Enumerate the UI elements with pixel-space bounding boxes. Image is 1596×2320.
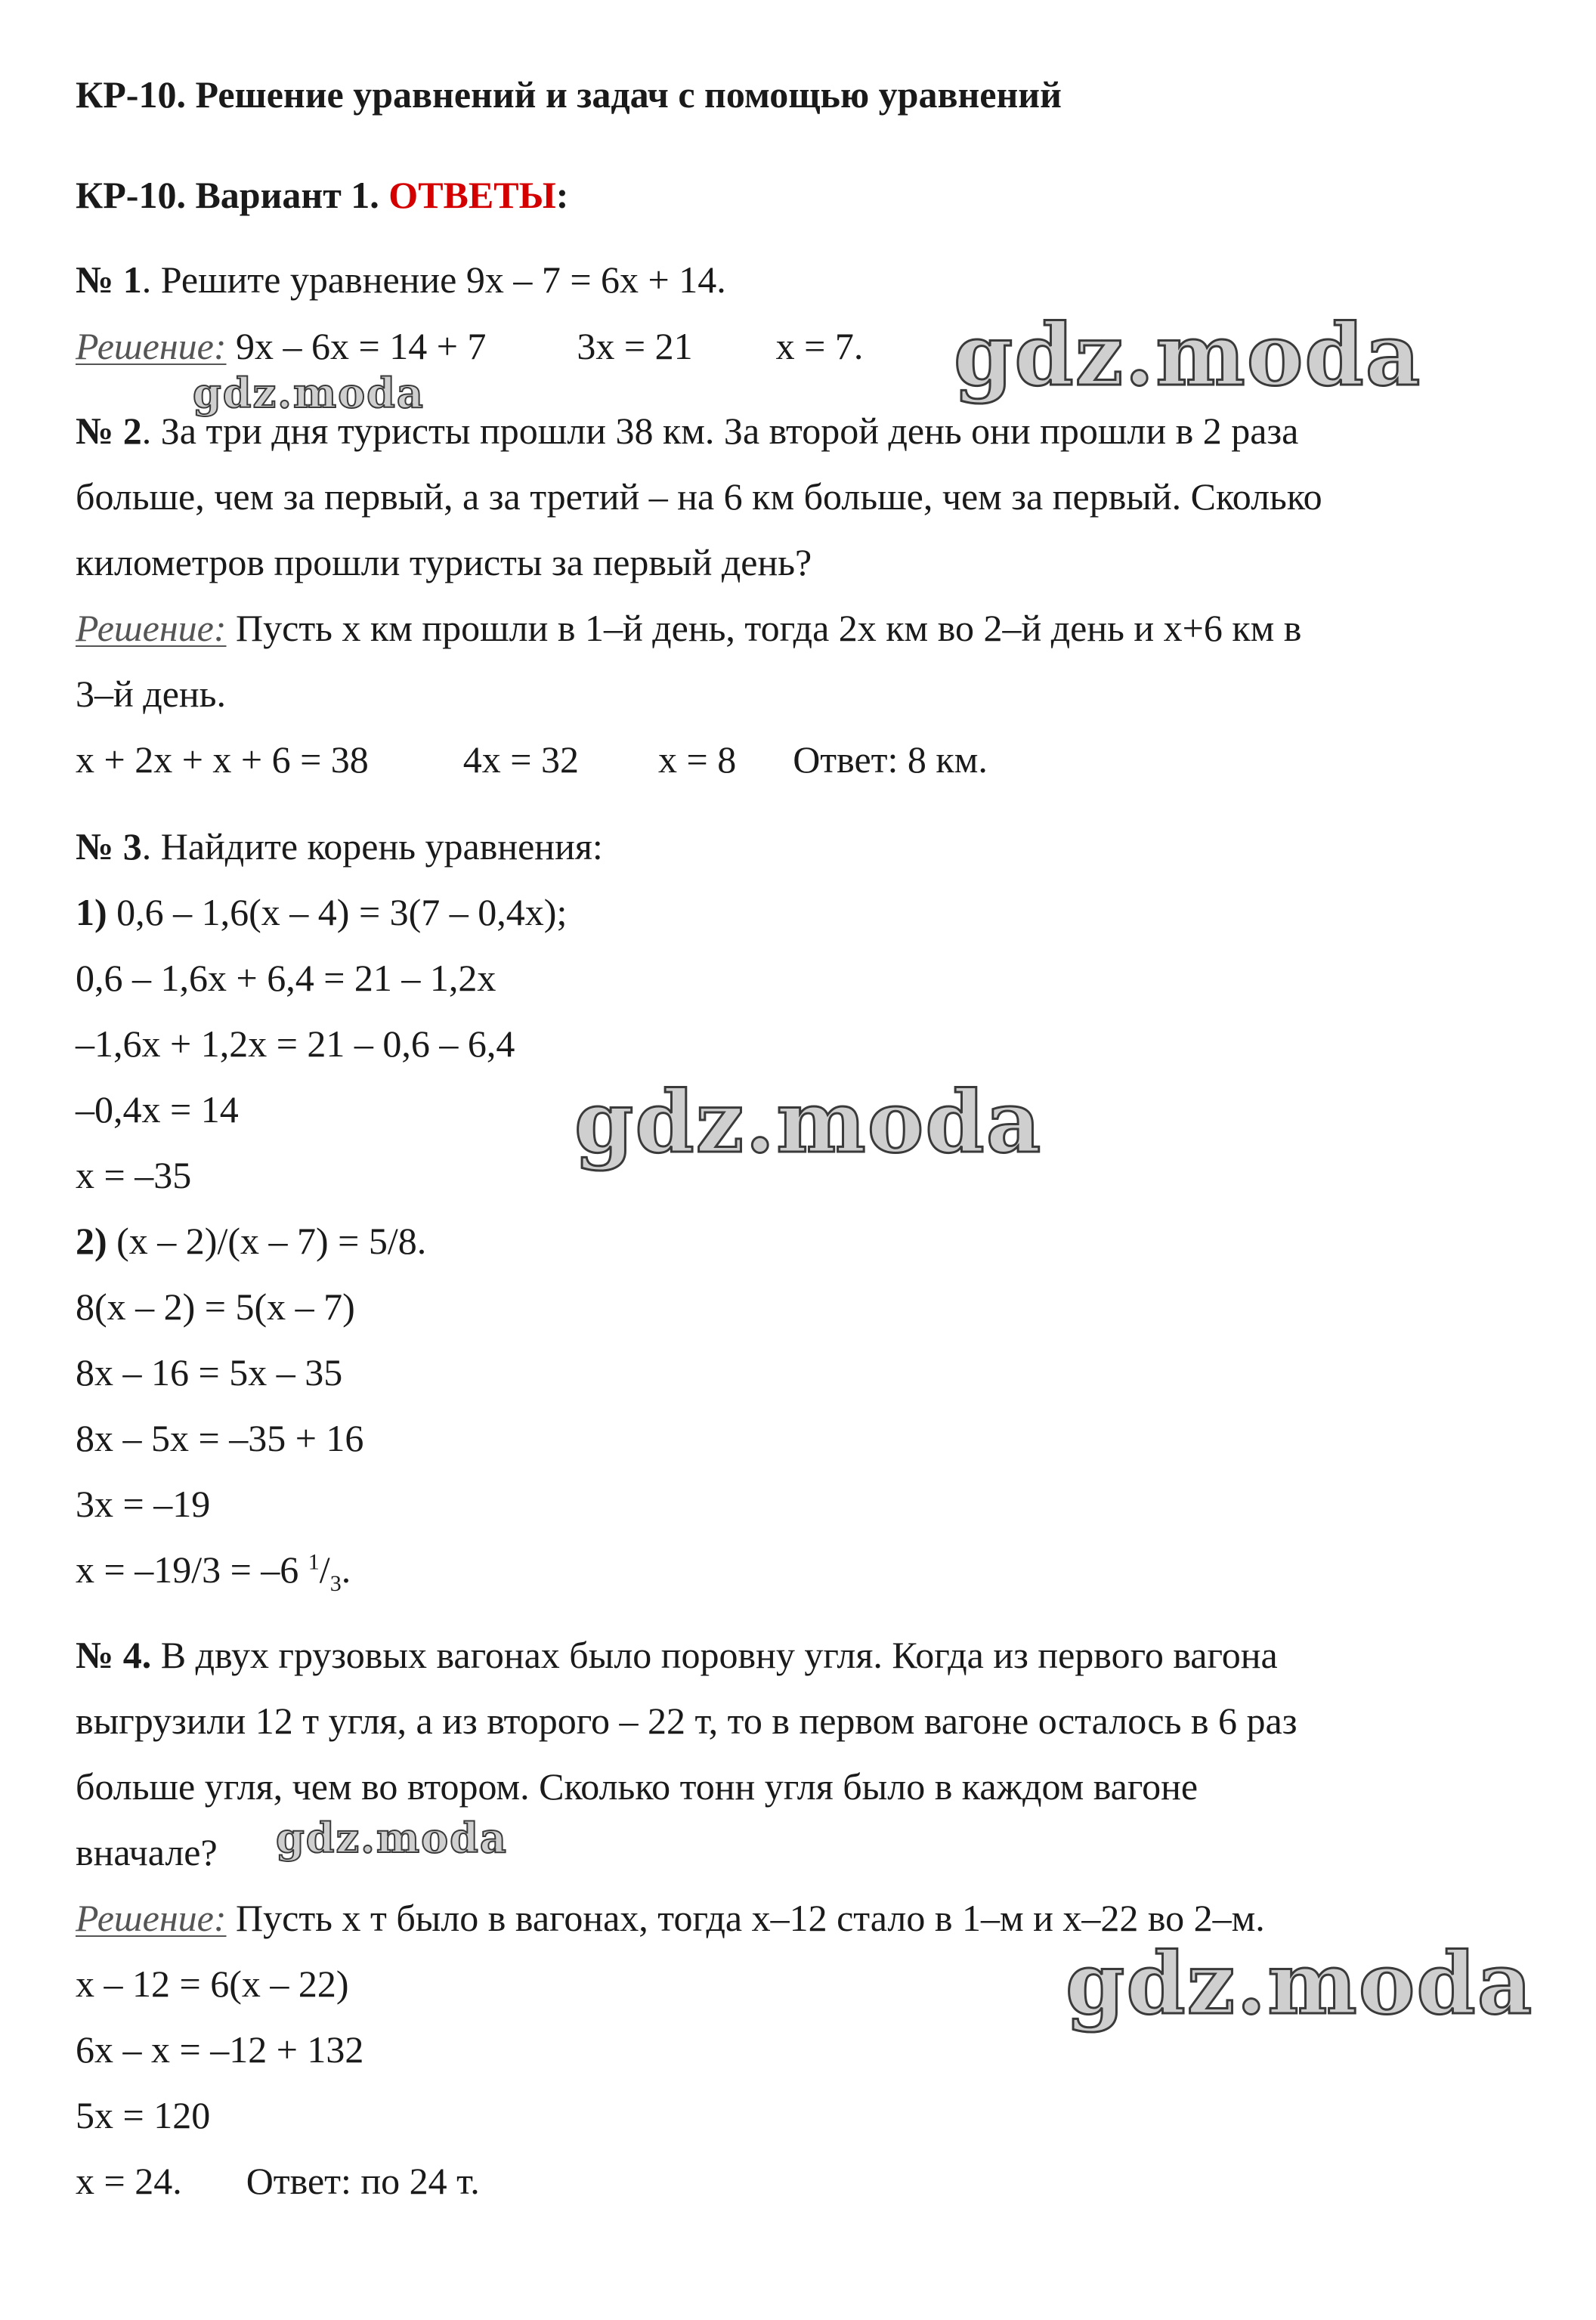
problem-2-line-2: больше, чем за первый, а за третий – на 6 км больше, чем за первый. Сколько <box>76 475 1322 518</box>
variant-heading <box>76 172 568 218</box>
problem-4-solution <box>76 1895 1265 1941</box>
final-end: . <box>341 1548 351 1591</box>
problem-2-text-1: . За три дня туристы прошли 38 км. За второй день они прошли в 2 раза <box>141 410 1299 452</box>
problem-4-answer: Ответ: по 24 т. <box>246 2160 480 2202</box>
problem-1-number: № 1 <box>76 258 142 301</box>
fraction-numerator: 1 <box>308 1549 320 1575</box>
watermark: gdz.moda <box>954 306 1422 405</box>
problem-3-part-1 <box>76 889 567 935</box>
problem-1-solution <box>76 323 863 369</box>
problem-2-eq-1: x + 2x + x + 6 = 38 <box>76 738 369 781</box>
problem-4-step: 6x – x = –12 + 132 <box>76 2028 364 2071</box>
part-1-step: 0,6 – 1,6x + 6,4 = 21 – 1,2x <box>76 957 496 999</box>
part-1-step: –1,6x + 1,2x = 21 – 0,6 – 6,4 <box>76 1022 515 1065</box>
watermark: gdz.moda <box>574 1073 1043 1172</box>
problem-3-statement <box>76 824 603 869</box>
problem-3-part-2 <box>76 1218 426 1264</box>
problem-3-number: № 3 <box>76 825 142 868</box>
problem-4-step: x – 12 = 6(x – 22) <box>76 1963 349 2005</box>
part-2-step: 3x = –19 <box>76 1483 211 1525</box>
problem-2-solution-cont: 3–й день. <box>76 673 226 715</box>
part-1-step: –0,4x = 14 <box>76 1088 239 1131</box>
problem-4-line-3: больше угля, чем во втором. Сколько тонн угля было в каждом вагоне <box>76 1765 1199 1808</box>
part-2-final <box>76 1547 351 1596</box>
problem-4-line-4: вначале? <box>76 1831 218 1873</box>
problem-1-step-1: 9x – 6x = 14 + 7 <box>236 325 487 367</box>
solution-label: Решение: <box>76 325 227 367</box>
final-prefix: x = –19/3 = –6 <box>76 1548 308 1591</box>
problem-1-step-3: x = 7. <box>775 325 864 367</box>
problem-4-line-1 <box>76 1632 1278 1678</box>
problem-2-line-3: километров прошли туристы за первый день? <box>76 541 812 583</box>
watermark: gdz.moda <box>276 1814 508 1862</box>
fraction-denominator: 3 <box>329 1571 342 1596</box>
problem-4-line-2: выгрузили 12 т угля, а из второго – 22 т, то в первом вагоне осталось в 6 раз <box>76 1700 1298 1742</box>
watermark: gdz.moda <box>193 369 425 417</box>
problem-4-final <box>76 2158 480 2204</box>
answers-colon: : <box>555 174 569 216</box>
problem-2-answer: Ответ: 8 км. <box>793 738 988 781</box>
solution-label: Решение: <box>76 1897 227 1939</box>
part-2-number: 2) <box>76 1220 107 1262</box>
part-1-step: x = –35 <box>76 1154 192 1196</box>
problem-4-number: № 4. <box>76 1634 152 1676</box>
answers-label: ОТВЕТЫ <box>388 174 556 216</box>
problem-4-text-1: В двух грузовых вагонах было поровну угля. Когда из первого вагона <box>151 1634 1278 1676</box>
problem-3-text: . Найдите корень уравнения: <box>141 825 603 868</box>
problem-4-solution-text: Пусть x т было в вагонах, тогда x–12 стало в 1–м и x–22 во 2–м. <box>236 1897 1265 1939</box>
problem-1-text: . Решите уравнение 9x – 7 = 6x + 14. <box>141 258 726 301</box>
problem-1-step-2: 3x = 21 <box>577 325 693 367</box>
problem-2-eq-2: 4x = 32 <box>462 738 579 781</box>
fraction-slash: / <box>319 1548 330 1591</box>
document-title: КР-10. Решение уравнений и задач с помощью уравнений <box>76 73 1062 116</box>
problem-4-root: x = 24. <box>76 2160 182 2202</box>
problem-1-statement <box>76 257 726 302</box>
problem-2-solution <box>76 605 1301 651</box>
solution-label: Решение: <box>76 607 227 649</box>
part-1-number: 1) <box>76 891 107 933</box>
part-2-equation: (x – 2)/(x – 7) = 5/8. <box>116 1220 427 1262</box>
problem-2-equations <box>76 737 988 782</box>
problem-2-eq-3: x = 8 <box>658 738 737 781</box>
problem-2-number: № 2 <box>76 410 142 452</box>
part-2-step: 8x – 16 = 5x – 35 <box>76 1351 343 1394</box>
part-2-step: 8x – 5x = –35 + 16 <box>76 1417 364 1459</box>
part-1-equation: 0,6 – 1,6(x – 4) = 3(7 – 0,4x); <box>116 891 568 933</box>
problem-2-solution-text: Пусть x км прошли в 1–й день, тогда 2x км во 2–й день и x+6 км в <box>236 607 1302 649</box>
variant-prefix: КР-10. Вариант 1. <box>76 174 379 216</box>
problem-4-step: 5x = 120 <box>76 2094 211 2136</box>
part-2-step: 8(x – 2) = 5(x – 7) <box>76 1285 355 1328</box>
watermark: gdz.moda <box>1066 1935 1534 2034</box>
